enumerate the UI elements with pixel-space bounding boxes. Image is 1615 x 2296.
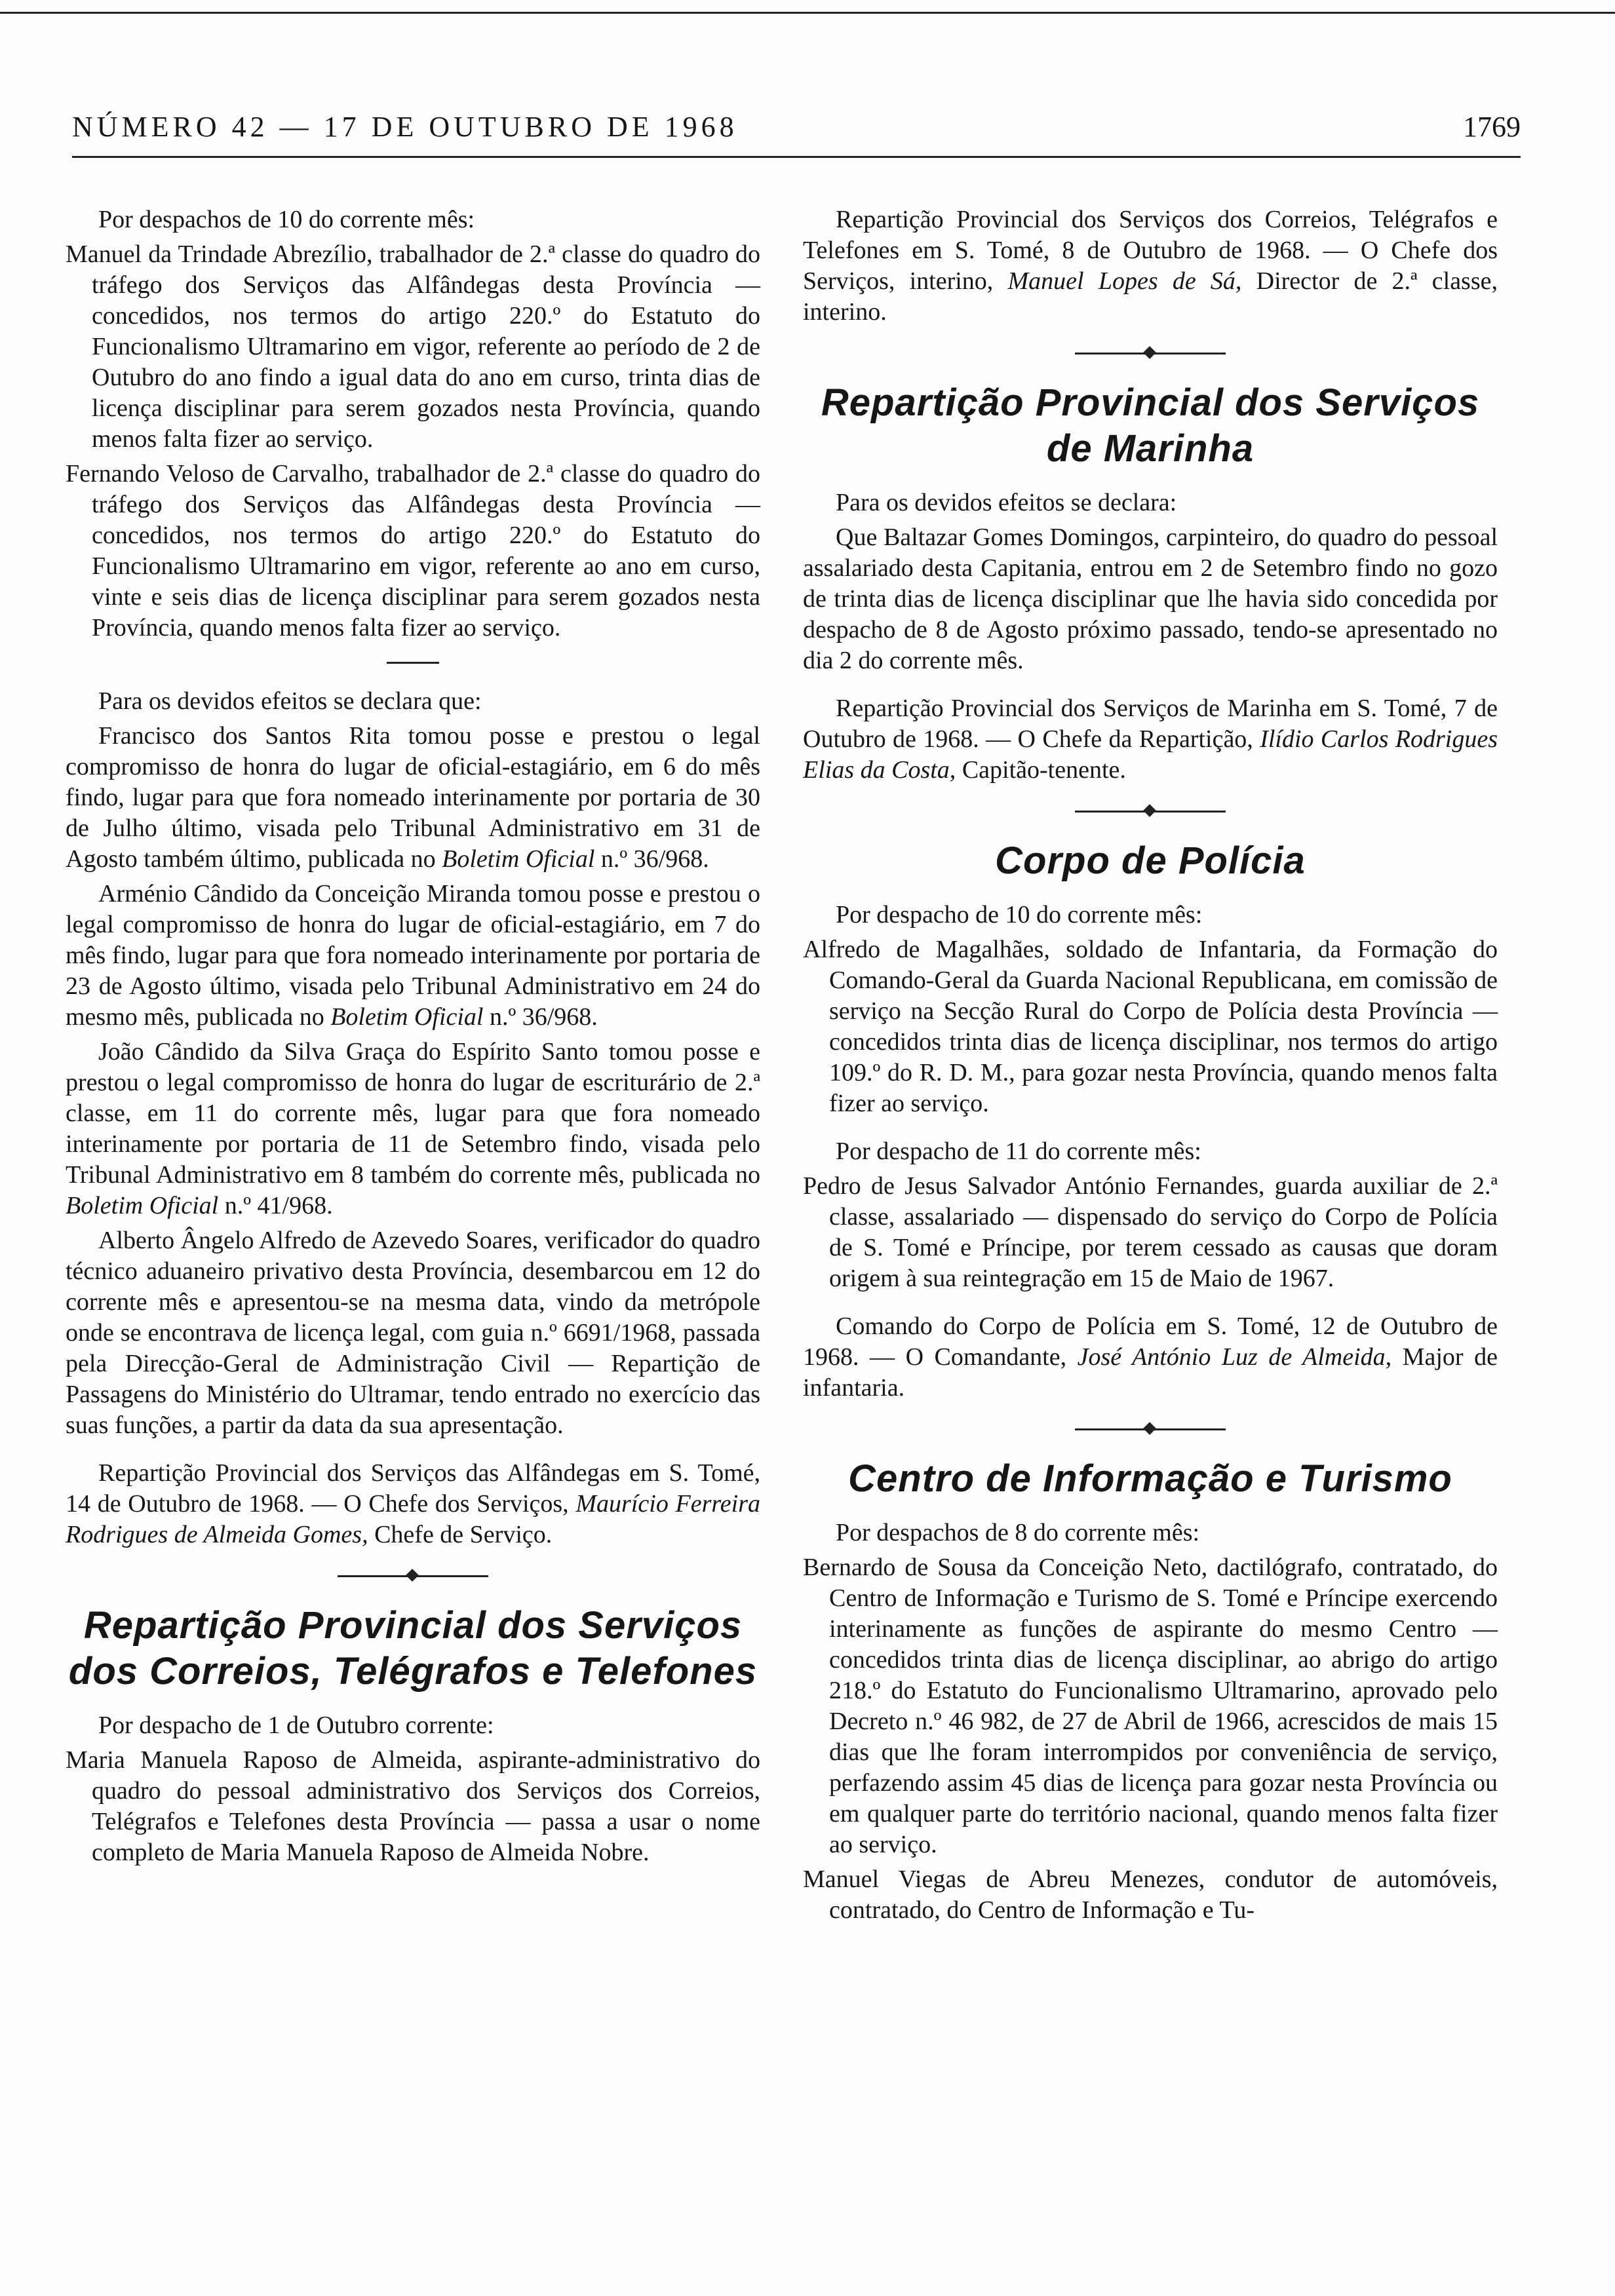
section-heading: Centro de Informação e Turismo (848, 1457, 1452, 1500)
signature-paragraph: Repartição Provincial dos Serviços das Alfândegas em S. Tomé, 14 de Outubro de 1968. — O Chefe dos Serviços, Maurício Ferreira Rodrigues de Almeida Gomes, Chefe de Serviço. (66, 1459, 760, 1548)
signature-paragraph: Repartição Provincial dos Serviços de Marinha em S. Tomé, 7 de Outubro de 1968. — O Chefe da Repartição, Ilídio Carlos Rodrigues Elias da Costa, Capitão-tenente. (803, 695, 1498, 784)
paragraph: Para os devidos efeitos se declara que: (98, 687, 482, 715)
page-number: 1769 (1463, 111, 1521, 143)
paragraph: Fernando Veloso de Carvalho, trabalhador de 2.ª classe do quadro do tráfego dos Serviços das Alfândegas desta Província — concedidos, nos termos do artigo 220.º do Estatuto do Funcionalismo Ultramarino em vigor, referente ao ano em curso, vinte e seis dias de licença disciplinar para serem gozados nesta Província, quando menos falta fizer ao serviço. (66, 460, 760, 641)
paragraph: Bernardo de Sousa da Conceição Neto, dactilógrafo, contratado, do Centro de Informação e Turismo de S. Tomé e Príncipe exercendo interinamente as funções de aspirante do mesmo Centro — concedidos trinta dias de licença disciplinar, ao abrigo do artigo 218.º do Estatuto do Funcionalismo Ultramarino, aprovado pelo Decreto n.º 46 982, de 27 de Abril de 1966, acrescidos de mais 15 dias que lhe foram interrompidos por conveniência de serviço, perfazendo assim 45 dias de licença para gozar nesta Província ou em qualquer parte do território nacional, quando menos falta fizer ao serviço. (803, 1554, 1498, 1858)
separator (1075, 804, 1226, 818)
signature-paragraph: Comando do Corpo de Polícia em S. Tomé, 12 de Outubro de 1968. — O Comandante, José António Luz de Almeida, Major de infantaria. (803, 1312, 1498, 1402)
paragraph: Que Baltazar Gomes Domingos, carpinteiro, do quadro do pessoal assalariado desta Capitania, entrou em 2 de Setembro findo no gozo de trinta dias de licença disciplinar que lhe havia sido concedida por despacho de 8 de Agosto próximo passado, tendo-se apresentado no dia 2 do corrente mês. (803, 524, 1498, 674)
paragraph: Maria Manuela Raposo de Almeida, aspirante-administrativo do quadro do pessoal administrativo dos Serviços dos Correios, Telégrafos e Telefones desta Província — passa a usar o nome completo de Maria Manuela Raposo de Almeida Nobre. (66, 1746, 760, 1866)
page-header (72, 110, 1521, 149)
publication-name: Boletim Oficial (66, 1192, 219, 1219)
dispatch-intro: Por despachos de 8 do corrente mês: (836, 1519, 1200, 1546)
separator (338, 1569, 488, 1583)
signatory-name: Manuel Lopes de Sá, (1007, 267, 1242, 295)
signature-paragraph: Repartição Provincial dos Serviços dos Correios, Telégrafos e Telefones em S. Tomé, 8 de Outubro de 1968. — O Chefe dos Serviços, interino, Manuel Lopes de Sá, Director de 2.ª classe, interino. (803, 206, 1498, 326)
right-column (803, 204, 1498, 1930)
publication-name: Boletim Oficial (442, 845, 595, 873)
signatory-name: Maurício Ferreira Rodrigues de Almeida Gomes, (66, 1490, 760, 1548)
section-heading: Repartição Provincial dos Serviços dos Correios, Telégrafos e Telefones (68, 1604, 758, 1693)
dispatch-intro: Por despachos de 10 do corrente mês: (98, 206, 475, 233)
paragraph: Alfredo de Magalhães, soldado de Infantaria, da Formação do Comando-Geral da Guarda Nacional Republicana, em comissão de serviço na Secção Rural do Corpo de Polícia desta Província — concedidos trinta dias de licença disciplinar, nos termos do artigo 109.º do R. D. M., para gozar nesta Província, quando menos falta fizer ao serviço. (803, 936, 1498, 1117)
top-rule (0, 12, 1615, 14)
issue-date: NÚMERO 42 — 17 DE OUTUBRO DE 1968 (72, 111, 738, 143)
paragraph: Pedro de Jesus Salvador António Fernandes, guarda auxiliar de 2.ª classe, assalariado — dispensado do serviço do Corpo de Polícia de S. Tomé e Príncipe, por terem cessado as causas que doram origem à sua reintegração em 15 de Maio de 1967. (803, 1172, 1498, 1292)
paragraph: Manuel Viegas de Abreu Menezes, condutor de automóveis, contratado, do Centro de Informação e Tu- (803, 1866, 1498, 1924)
section-heading: Corpo de Polícia (995, 839, 1306, 882)
paragraph: Alberto Ângelo Alfredo de Azevedo Soares, verificador do quadro técnico aduaneiro privativo desta Província, desembarcou em 12 do corrente mês e apresentou-se na mesma data, vindo da metrópole onde se encontrava de licença legal, com guia n.º 6691/1968, passada pela Direcção-Geral de Administração Civil — Repartição de Passagens do Ministério do Ultramar, tendo entrado no exercício das suas funções, a partir da data da sua apresentação. (66, 1227, 760, 1439)
paragraph: Arménio Cândido da Conceição Miranda tomou posse e prestou o legal compromisso de honra do lugar de oficial-estagiário, em 7 do mês findo, lugar para que fora nomeado interinamente por portaria de 23 de Agosto último, visada pelo Tribunal Administrativo em 24 do mesmo mês, publicada no Boletim Oficial n.º 36/968. (66, 880, 760, 1031)
separator (1075, 1422, 1226, 1436)
signatory-name: Ilídio Carlos Rodrigues Elias da Costa, (803, 725, 1498, 784)
dispatch-intro: Por despacho de 10 do corrente mês: (836, 901, 1203, 928)
paragraph: Para os devidos efeitos se declara: (836, 489, 1177, 516)
left-column (66, 204, 760, 1872)
signatory-name: José António Luz de Almeida, (1077, 1343, 1392, 1371)
header-rule (72, 156, 1521, 158)
dispatch-intro: Por despacho de 1 de Outubro corrente: (98, 1712, 494, 1739)
separator (1075, 346, 1226, 360)
section-heading: Repartição Provincial dos Serviços de Marinha (821, 381, 1480, 470)
paragraph: João Cândido da Silva Graça do Espírito Santo tomou posse e prestou o legal compromisso de honra do lugar de escriturário de 2.ª classe, em 11 do corrente mês, lugar para que fora nomeado interinamente por portaria de 11 de Setembro findo, visada pelo Tribunal Administrativo em 8 também do corrente mês, publicada no Boletim Oficial n.º 41/968. (66, 1038, 760, 1219)
paragraph: Francisco dos Santos Rita tomou posse e prestou o legal compromisso de honra do lugar de oficial-estagiário, em 6 do mês findo, lugar para que fora nomeado interinamente por portaria de 30 de Julho último, visada pelo Tribunal Administrativo em 31 de Agosto também último, publicada no Boletim Oficial n.º 36/968. (66, 722, 760, 873)
paragraph: Manuel da Trindade Abrezílio, trabalhador de 2.ª classe do quadro do tráfego dos Serviços das Alfândegas desta Província — concedidos, nos termos do artigo 220.º do Estatuto do Funcionalismo Ultramarino em vigor, referente ao período de 2 de Outubro do ano findo a igual data do ano em curso, trinta dias de licença disciplinar para serem gozados nesta Província, quando menos falta fizer ao serviço. (66, 240, 760, 453)
dispatch-intro: Por despacho de 11 do corrente mês: (836, 1138, 1201, 1165)
publication-name: Boletim Oficial (330, 1003, 484, 1031)
separator (387, 662, 439, 664)
